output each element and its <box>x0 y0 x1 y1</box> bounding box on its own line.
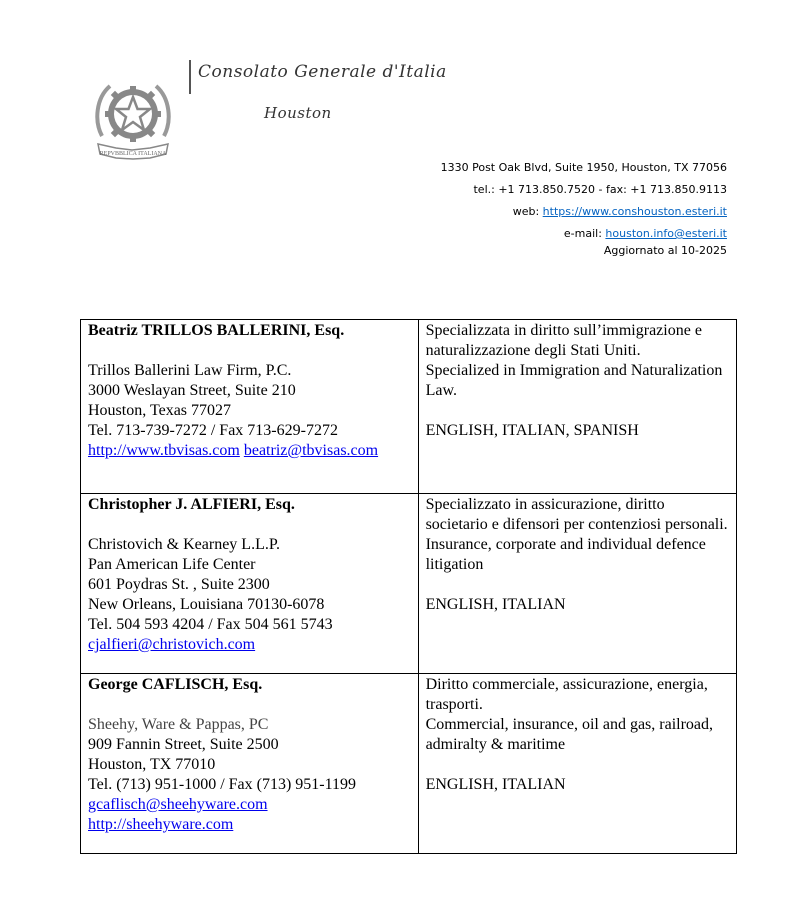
lawyer-address-line: 3000 Weslayan Street, Suite 210 <box>88 382 296 399</box>
languages: ENGLISH, ITALIAN, SPANISH <box>425 422 639 439</box>
table-row <box>81 674 737 854</box>
lawyer-specialty-cell <box>418 494 736 674</box>
email-link[interactable]: gcaflisch@sheehyware.com <box>88 796 268 813</box>
lawyer-firm: Trillos Ballerini Law Firm, P.C. <box>88 362 292 379</box>
lawyer-address-line: Houston, TX 77010 <box>88 756 216 773</box>
emblem-text: REPVBBLICA ITALIANA <box>99 151 167 157</box>
lawyer-name: Beatriz TRILLOS BALLERINI, Esq. <box>88 322 345 339</box>
lawyer-name: George CAFLISCH, Esq. <box>88 676 263 693</box>
letterhead-divider <box>189 60 191 94</box>
consulate-city: Houston <box>264 104 332 122</box>
lawyer-links <box>88 815 411 835</box>
lawyer-address-line: New Orleans, Louisiana 70130-6078 <box>88 596 325 613</box>
specialty-italian: Specializzata in diritto sull’immigrazione e naturalizzazione degli Stati Uniti. <box>425 322 702 359</box>
website-link[interactable]: http://www.tbvisas.com <box>88 442 240 459</box>
specialty-italian: Diritto commerciale, assicurazione, energia, trasporti. <box>425 676 708 713</box>
lawyer-phone: Tel. 713-739-7272 / Fax 713-629-7272 <box>88 422 338 439</box>
email-link[interactable]: beatriz@tbvisas.com <box>243 442 379 459</box>
contact-block <box>441 157 727 259</box>
table-row <box>81 320 737 494</box>
consulate-email <box>441 223 727 245</box>
website-link[interactable]: http://sheehyware.com <box>88 816 234 833</box>
repubblica-italiana-emblem-icon <box>92 76 174 162</box>
email-link[interactable]: cjalfieri@christovich.com <box>88 636 256 653</box>
lawyers-table <box>80 319 737 854</box>
lawyer-address-line: 909 Fannin Street, Suite 2500 <box>88 736 279 753</box>
web-label: web: <box>512 205 543 218</box>
lawyer-specialty-cell <box>418 320 736 494</box>
table-row <box>81 494 737 674</box>
lawyer-phone: Tel. (713) 951-1000 / Fax (713) 951-1199 <box>88 776 357 793</box>
lawyer-firm: Christovich & Kearney L.L.P. <box>88 536 280 553</box>
lawyer-contact-cell <box>81 494 419 674</box>
web-link[interactable]: https://www.conshouston.esteri.it <box>542 205 727 218</box>
consulate-title: Consolato Generale d'Italia <box>198 62 447 82</box>
lawyer-phone: Tel. 504 593 4204 / Fax 504 561 5743 <box>88 616 333 633</box>
languages: ENGLISH, ITALIAN <box>425 596 566 613</box>
lawyer-links <box>88 441 411 461</box>
consulate-phone-fax: tel.: +1 713.850.7520 - fax: +1 713.850.9113 <box>473 183 727 196</box>
lawyer-links <box>88 635 411 655</box>
specialty-english: Commercial, insurance, oil and gas, railroad, admiralty & maritime <box>425 716 714 753</box>
lawyer-contact-cell <box>81 320 419 494</box>
languages: ENGLISH, ITALIAN <box>425 776 566 793</box>
lawyer-links <box>88 795 411 815</box>
lawyer-address-line: Pan American Life Center <box>88 556 256 573</box>
lawyer-contact-cell <box>81 674 419 854</box>
specialty-italian: Specializzato in assicurazione, diritto societario e difensori per contenziosi personali. <box>425 496 728 533</box>
lawyer-name: Christopher J. ALFIERI, Esq. <box>88 496 295 513</box>
consulate-web <box>441 201 727 223</box>
lawyer-address-line: Houston, Texas 77027 <box>88 402 232 419</box>
specialty-english: Insurance, corporate and individual defence litigation <box>425 536 706 573</box>
lawyer-specialty-cell <box>418 674 736 854</box>
specialty-english: Specialized in Immigration and Naturalization Law. <box>425 362 723 399</box>
updated-date: Aggiornato al 10-2025 <box>603 244 727 257</box>
lawyer-address-line: 601 Poydras St. , Suite 2300 <box>88 576 270 593</box>
email-link[interactable]: houston.info@esteri.it <box>605 227 727 240</box>
letterhead <box>88 58 447 168</box>
email-label: e-mail: <box>563 227 606 240</box>
consulate-address: 1330 Post Oak Blvd, Suite 1950, Houston, TX 77056 <box>440 161 727 174</box>
lawyer-firm: Sheehy, Ware & Pappas, PC <box>88 716 269 733</box>
